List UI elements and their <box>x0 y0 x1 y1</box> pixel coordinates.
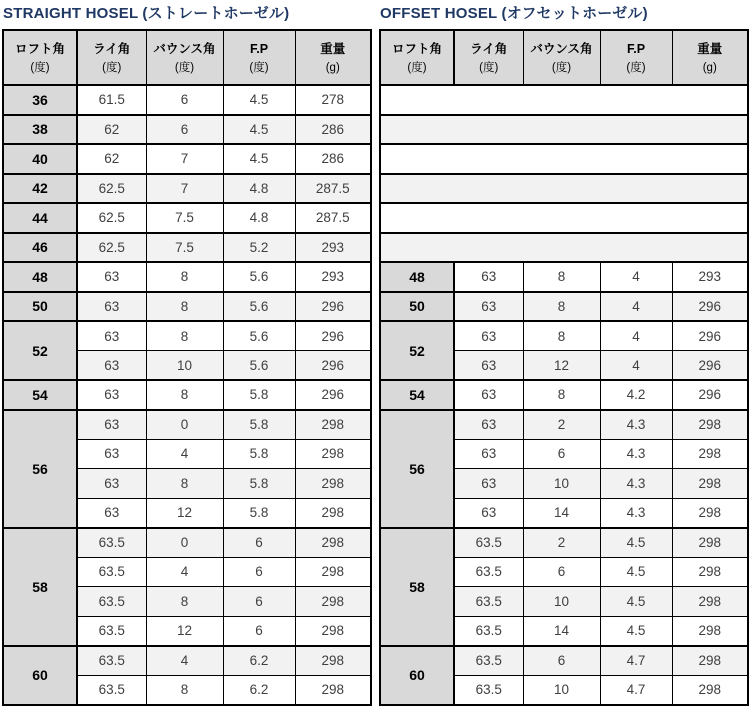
spec-row <box>3 528 371 558</box>
spec-cell: 10 <box>146 351 223 381</box>
spec-cell: 4.5 <box>223 144 295 174</box>
spec-cell: 63.5 <box>454 646 523 676</box>
spec-cell: 293 <box>295 262 371 292</box>
spec-row <box>3 380 371 410</box>
spec-cell: 4 <box>600 351 672 381</box>
spec-cell: 63 <box>77 439 146 469</box>
spec-cell: 296 <box>295 351 371 381</box>
loft-cell: 54 <box>3 380 77 410</box>
spec-cell: 63 <box>454 498 523 528</box>
spec-cell: 4.8 <box>223 203 295 233</box>
spec-row <box>380 410 748 440</box>
spec-cell: 2 <box>523 528 600 558</box>
empty-row <box>380 203 748 233</box>
spec-cell: 8 <box>146 262 223 292</box>
spec-cell: 298 <box>672 587 748 617</box>
spec-cell: 10 <box>523 675 600 705</box>
spec-cell: 4.5 <box>600 587 672 617</box>
spec-cell: 5.8 <box>223 410 295 440</box>
spec-cell: 6 <box>223 587 295 617</box>
spec-cell: 63 <box>454 321 523 351</box>
column-header-bounce-angle <box>523 30 600 85</box>
column-label: 重量 <box>697 41 723 56</box>
spec-cell: 6 <box>146 115 223 145</box>
loft-cell: 52 <box>3 321 77 380</box>
empty-cell <box>380 174 748 204</box>
spec-cell: 63.5 <box>454 616 523 646</box>
spec-cell: 63 <box>454 410 523 440</box>
spec-cell: 0 <box>146 528 223 558</box>
spec-cell: 286 <box>295 144 371 174</box>
spec-cell: 4.5 <box>600 616 672 646</box>
spec-cell: 61.5 <box>77 85 146 115</box>
spec-cell: 63.5 <box>454 675 523 705</box>
offset-hosel-section <box>379 3 749 706</box>
spec-cell: 298 <box>672 410 748 440</box>
spec-cell: 296 <box>672 380 748 410</box>
spec-cell: 8 <box>146 469 223 499</box>
empty-row <box>380 115 748 145</box>
loft-cell: 42 <box>3 174 77 204</box>
spec-cell: 286 <box>295 115 371 145</box>
spec-cell: 296 <box>672 292 748 322</box>
loft-cell: 52 <box>380 321 454 380</box>
spec-cell: 4 <box>600 292 672 322</box>
spec-cell: 4.5 <box>600 528 672 558</box>
spec-row <box>3 262 371 292</box>
spec-cell: 5.8 <box>223 498 295 528</box>
spec-cell: 12 <box>146 616 223 646</box>
spec-cell: 63 <box>454 469 523 499</box>
spec-cell: 62 <box>77 144 146 174</box>
spec-cell: 63 <box>77 292 146 322</box>
column-unit: (g) <box>702 61 717 74</box>
spec-cell: 6 <box>523 557 600 587</box>
column-label: F.P <box>249 41 269 56</box>
spec-cell: 7 <box>146 174 223 204</box>
spec-cell: 298 <box>295 410 371 440</box>
header-row <box>3 30 371 85</box>
column-label: ロフト角 <box>391 41 442 56</box>
column-header-fp <box>600 30 672 85</box>
spec-row <box>380 646 748 676</box>
spec-cell: 293 <box>295 233 371 263</box>
spec-cell: 298 <box>295 498 371 528</box>
spec-cell: 298 <box>295 439 371 469</box>
spec-cell: 296 <box>295 321 371 351</box>
spec-cell: 4 <box>146 439 223 469</box>
spec-cell: 63.5 <box>77 587 146 617</box>
loft-cell: 36 <box>3 85 77 115</box>
spec-cell: 4 <box>600 321 672 351</box>
loft-cell: 48 <box>380 262 454 292</box>
spec-cell: 287.5 <box>295 174 371 204</box>
spec-cell: 4 <box>146 557 223 587</box>
spec-cell: 63.5 <box>77 528 146 558</box>
spec-cell: 63.5 <box>77 646 146 676</box>
spec-cell: 8 <box>146 292 223 322</box>
spec-cell: 296 <box>672 351 748 381</box>
column-label: F.P <box>626 41 646 56</box>
spec-cell: 6 <box>223 616 295 646</box>
loft-cell: 56 <box>3 410 77 528</box>
loft-cell: 48 <box>3 262 77 292</box>
column-header-loft-angle <box>380 30 454 85</box>
spec-cell: 63.5 <box>454 587 523 617</box>
spec-cell: 298 <box>672 528 748 558</box>
column-header-weight <box>672 30 748 85</box>
loft-cell: 50 <box>380 292 454 322</box>
spec-row <box>3 646 371 676</box>
spec-cell: 298 <box>672 498 748 528</box>
spec-row <box>3 174 371 204</box>
spec-cell: 8 <box>523 380 600 410</box>
spec-row <box>380 528 748 558</box>
spec-cell: 4.5 <box>223 115 295 145</box>
spec-cell: 63.5 <box>77 675 146 705</box>
column-unit: (度) <box>102 61 122 74</box>
spec-cell: 5.8 <box>223 439 295 469</box>
spec-cell: 298 <box>672 646 748 676</box>
spec-row <box>380 262 748 292</box>
spec-cell: 4.2 <box>600 380 672 410</box>
spec-cell: 63 <box>77 498 146 528</box>
spec-cell: 296 <box>295 380 371 410</box>
spec-cell: 298 <box>672 469 748 499</box>
spec-cell: 62.5 <box>77 203 146 233</box>
straight-hosel-section <box>2 3 372 706</box>
loft-cell: 38 <box>3 115 77 145</box>
spec-row <box>3 233 371 263</box>
spec-cell: 8 <box>146 380 223 410</box>
loft-cell: 54 <box>380 380 454 410</box>
spec-cell: 4.7 <box>600 675 672 705</box>
empty-row <box>380 174 748 204</box>
column-header-lie-angle <box>77 30 146 85</box>
offset-hosel-title: OFFSET HOSEL (オフセットホーゼル) <box>380 5 648 22</box>
column-label: ライ角 <box>470 41 508 56</box>
spec-cell: 6.2 <box>223 675 295 705</box>
spec-cell: 14 <box>523 498 600 528</box>
spec-cell: 8 <box>146 587 223 617</box>
spec-cell: 10 <box>523 469 600 499</box>
spec-cell: 4.5 <box>600 557 672 587</box>
loft-cell: 60 <box>380 646 454 705</box>
spec-cell: 5.6 <box>223 292 295 322</box>
column-header-loft-angle <box>3 30 77 85</box>
loft-cell: 58 <box>380 528 454 646</box>
spec-cell: 4.3 <box>600 410 672 440</box>
spec-cell: 6 <box>146 85 223 115</box>
spec-cell: 0 <box>146 410 223 440</box>
spec-cell: 298 <box>672 616 748 646</box>
spec-cell: 4.3 <box>600 439 672 469</box>
column-header-bounce-angle <box>146 30 223 85</box>
spec-cell: 5.8 <box>223 380 295 410</box>
spec-row <box>3 85 371 115</box>
spec-cell: 4.8 <box>223 174 295 204</box>
spec-cell: 298 <box>672 675 748 705</box>
spec-cell: 62 <box>77 115 146 145</box>
column-unit: (度) <box>479 61 499 74</box>
spec-row <box>3 410 371 440</box>
spec-row <box>380 380 748 410</box>
spec-cell: 298 <box>295 469 371 499</box>
spec-cell: 6 <box>223 557 295 587</box>
spec-row <box>3 203 371 233</box>
spec-cell: 298 <box>672 557 748 587</box>
spec-cell: 298 <box>295 675 371 705</box>
spec-cell: 63 <box>454 351 523 381</box>
spec-cell: 6 <box>223 528 295 558</box>
spec-cell: 63 <box>454 439 523 469</box>
spec-cell: 62.5 <box>77 233 146 263</box>
spec-cell: 5.6 <box>223 351 295 381</box>
spec-cell: 4.3 <box>600 469 672 499</box>
column-header-lie-angle <box>454 30 523 85</box>
spec-cell: 4 <box>146 646 223 676</box>
spec-cell: 278 <box>295 85 371 115</box>
spec-cell: 298 <box>295 646 371 676</box>
spec-cell: 6 <box>523 646 600 676</box>
empty-cell <box>380 115 748 145</box>
spec-cell: 298 <box>295 528 371 558</box>
spec-cell: 287.5 <box>295 203 371 233</box>
column-unit: (度) <box>407 61 427 74</box>
spec-row <box>380 321 748 351</box>
spec-cell: 5.6 <box>223 321 295 351</box>
spec-cell: 62.5 <box>77 174 146 204</box>
spec-cell: 63 <box>77 321 146 351</box>
spec-cell: 298 <box>672 439 748 469</box>
spec-cell: 63 <box>77 410 146 440</box>
column-unit: (g) <box>325 61 340 74</box>
empty-row <box>380 233 748 263</box>
spec-cell: 296 <box>672 321 748 351</box>
spec-cell: 63.5 <box>454 557 523 587</box>
column-label: バウンス角 <box>153 41 216 56</box>
loft-cell: 44 <box>3 203 77 233</box>
loft-cell: 50 <box>3 292 77 322</box>
spec-cell: 2 <box>523 410 600 440</box>
column-label: ライ角 <box>93 41 131 56</box>
column-label: バウンス角 <box>530 41 593 56</box>
empty-cell <box>380 203 748 233</box>
column-label: 重量 <box>320 41 346 56</box>
spec-cell: 10 <box>523 587 600 617</box>
spec-cell: 63.5 <box>77 557 146 587</box>
spec-row <box>3 115 371 145</box>
spec-cell: 63 <box>454 292 523 322</box>
straight-hosel-table <box>2 29 372 706</box>
spec-cell: 298 <box>295 557 371 587</box>
spec-cell: 8 <box>146 675 223 705</box>
spec-cell: 8 <box>523 262 600 292</box>
spec-cell: 4 <box>600 262 672 292</box>
loft-cell: 58 <box>3 528 77 646</box>
spec-row <box>3 144 371 174</box>
spec-row <box>380 292 748 322</box>
spec-cell: 8 <box>523 321 600 351</box>
column-label: ロフト角 <box>14 41 65 56</box>
loft-cell: 56 <box>380 410 454 528</box>
spec-cell: 6 <box>523 439 600 469</box>
empty-row <box>380 144 748 174</box>
empty-row <box>380 85 748 115</box>
spec-cell: 4.3 <box>600 498 672 528</box>
column-header-weight <box>295 30 371 85</box>
column-header-fp <box>223 30 295 85</box>
loft-cell: 60 <box>3 646 77 705</box>
spec-cell: 63 <box>454 262 523 292</box>
spec-cell: 293 <box>672 262 748 292</box>
spec-cell: 4.5 <box>223 85 295 115</box>
spec-cell: 63 <box>454 380 523 410</box>
spec-row <box>3 292 371 322</box>
spec-row <box>3 321 371 351</box>
spec-cell: 63 <box>77 351 146 381</box>
spec-cell: 5.6 <box>223 262 295 292</box>
column-unit: (度) <box>249 61 269 74</box>
spec-cell: 8 <box>146 321 223 351</box>
empty-cell <box>380 144 748 174</box>
column-unit: (度) <box>174 61 195 74</box>
spec-cell: 63 <box>77 380 146 410</box>
spec-cell: 14 <box>523 616 600 646</box>
spec-cell: 63 <box>77 262 146 292</box>
loft-cell: 40 <box>3 144 77 174</box>
spec-cell: 63 <box>77 469 146 499</box>
spec-cell: 12 <box>523 351 600 381</box>
spec-cell: 5.8 <box>223 469 295 499</box>
offset-hosel-table <box>379 29 749 706</box>
spec-cell: 4.7 <box>600 646 672 676</box>
spec-cell: 298 <box>295 616 371 646</box>
spec-cell: 63.5 <box>454 528 523 558</box>
spec-cell: 5.2 <box>223 233 295 263</box>
spec-cell: 8 <box>523 292 600 322</box>
column-unit: (度) <box>551 61 572 74</box>
empty-cell <box>380 233 748 263</box>
spec-cell: 12 <box>146 498 223 528</box>
spec-cell: 298 <box>295 587 371 617</box>
spec-cell: 7.5 <box>146 203 223 233</box>
spec-cell: 296 <box>295 292 371 322</box>
spec-cell: 63.5 <box>77 616 146 646</box>
column-unit: (度) <box>30 61 50 74</box>
header-row <box>380 30 748 85</box>
column-unit: (度) <box>626 61 646 74</box>
loft-cell: 46 <box>3 233 77 263</box>
spec-cell: 7 <box>146 144 223 174</box>
straight-hosel-title: STRAIGHT HOSEL (ストレートホーゼル) <box>3 5 290 22</box>
spec-cell: 7.5 <box>146 233 223 263</box>
spec-cell: 6.2 <box>223 646 295 676</box>
empty-cell <box>380 85 748 115</box>
